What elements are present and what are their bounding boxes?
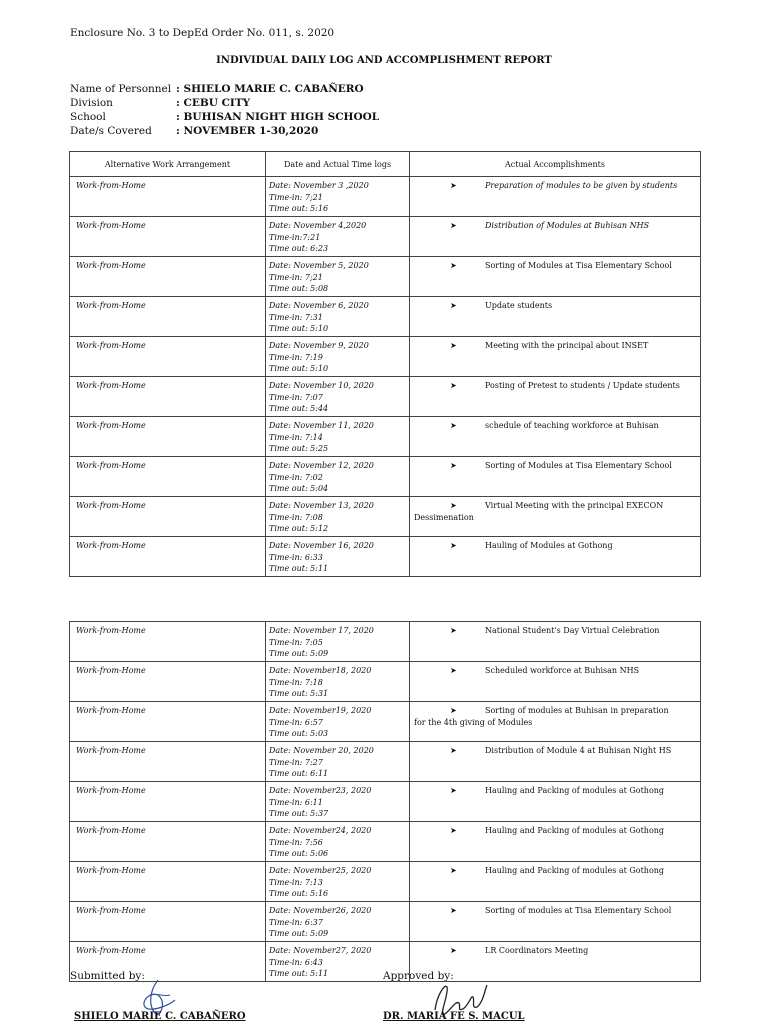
time-log-in: Time-in: 7:13 xyxy=(269,877,323,887)
time-log-date: Date: November23, 2020 xyxy=(269,786,372,795)
time-log-cell xyxy=(266,782,410,822)
accomplishment-text: Scheduled workforce at Buhisan NHS xyxy=(485,666,640,675)
work-arrangement-cell: Work-from-Home xyxy=(70,377,266,417)
time-log-date: Date: November 20, 2020 xyxy=(269,746,374,755)
time-log-cell xyxy=(266,417,410,457)
time-log-out: Time out: 5:09 xyxy=(269,929,329,938)
table-header-row xyxy=(70,152,701,177)
info-label: School xyxy=(70,111,106,123)
document-title: INDIVIDUAL DAILY LOG AND ACCOMPLISHMENT REPORT xyxy=(216,55,552,66)
time-log-in: Time-in: 7:02 xyxy=(269,472,323,482)
time-log-cell xyxy=(266,537,410,577)
arrow-bullet-icon: ➤ xyxy=(450,826,457,835)
table-row xyxy=(70,297,701,337)
arrow-bullet-icon: ➤ xyxy=(450,381,457,390)
time-log-cell xyxy=(266,742,410,782)
approver-name: DR. MARIA FE S. MACUL xyxy=(383,1011,525,1022)
table-row xyxy=(70,537,701,577)
accomplishment-text: Hauling of Modules at Gothong xyxy=(485,541,613,550)
arrow-bullet-icon: ➤ xyxy=(450,221,457,230)
time-log-in: Time-in: 7:27 xyxy=(269,757,323,767)
accomplishment-cell xyxy=(410,177,701,217)
accomplishment-cell xyxy=(410,902,701,942)
arrow-bullet-icon: ➤ xyxy=(450,746,457,755)
time-log-date: Date: November24, 2020 xyxy=(269,826,372,835)
time-log-date: Date: November 5, 2020 xyxy=(269,261,369,270)
arrow-bullet-icon: ➤ xyxy=(450,666,457,675)
table-row xyxy=(70,417,701,457)
time-log-out: Time out: 5:10 xyxy=(269,364,329,373)
accomplishment-cell xyxy=(410,417,701,457)
arrow-bullet-icon: ➤ xyxy=(450,501,457,510)
accomplishment-text: Sorting of Modules at Tisa Elementary School xyxy=(485,261,672,270)
accomplishment-cell xyxy=(410,337,701,377)
arrow-bullet-icon: ➤ xyxy=(450,181,457,190)
time-log-out: Time out: 5:06 xyxy=(269,849,329,858)
time-log-in: Time-in:7:21 xyxy=(269,232,321,242)
time-log-date: Date: November27, 2020 xyxy=(269,946,372,955)
arrow-bullet-icon: ➤ xyxy=(450,866,457,875)
time-log-in: Time-in: 7:05 xyxy=(269,637,323,647)
accomplishment-cell xyxy=(410,862,701,902)
time-log-date: Date: November 13, 2020 xyxy=(269,501,374,510)
accomplishment-text: Sorting of Modules at Tisa Elementary School xyxy=(485,461,672,470)
info-row-name xyxy=(70,82,379,96)
info-row-division xyxy=(70,96,379,110)
time-log-date: Date: November 11, 2020 xyxy=(269,421,374,430)
info-label: Name of Personnel xyxy=(70,83,172,95)
time-log-date: Date: November26, 2020 xyxy=(269,906,372,915)
work-arrangement-cell: Work-from-Home xyxy=(70,942,266,982)
time-log-out: Time out: 5:16 xyxy=(269,204,329,213)
work-arrangement-cell: Work-from-Home xyxy=(70,497,266,537)
time-log-date: Date: November18, 2020 xyxy=(269,666,372,675)
time-log-in: Time-in: 7:07 xyxy=(269,392,323,402)
info-value: : SHIELO MARIE C. CABAÑERO xyxy=(176,83,364,95)
info-value: : NOVEMBER 1-30,2020 xyxy=(176,125,319,137)
time-log-cell xyxy=(266,217,410,257)
accomplishment-text: Sorting of modules at Tisa Elementary School xyxy=(485,906,672,915)
time-log-out: Time out: 5:03 xyxy=(269,729,329,738)
time-log-in: Time-in: 6:43 xyxy=(269,957,323,967)
work-arrangement-cell: Work-from-Home xyxy=(70,337,266,377)
table-row xyxy=(70,457,701,497)
accomplishment-text: Hauling and Packing of modules at Gothong xyxy=(485,826,665,835)
accomplishment-cell xyxy=(410,257,701,297)
time-log-cell xyxy=(266,862,410,902)
time-log-date: Date: November 17, 2020 xyxy=(269,626,374,635)
time-log-in: Time-in: 6:37 xyxy=(269,917,323,927)
header-work-arrangement: Alternative Work Arrangement xyxy=(70,152,266,177)
time-log-out: Time out: 5:08 xyxy=(269,284,329,293)
submitter-name: SHIELO MARIE C. CABAÑERO xyxy=(74,1011,246,1022)
table-row xyxy=(70,862,701,902)
work-arrangement-cell: Work-from-Home xyxy=(70,742,266,782)
table-row xyxy=(70,782,701,822)
time-log-cell xyxy=(266,702,410,742)
work-arrangement-cell: Work-from-Home xyxy=(70,862,266,902)
time-log-out: Time out: 5:04 xyxy=(269,484,329,493)
time-log-cell xyxy=(266,297,410,337)
time-log-in: Time-in: 6:11 xyxy=(269,797,323,807)
time-log-date: Date: November 4,2020 xyxy=(269,221,367,230)
time-log-date: Date: November25, 2020 xyxy=(269,866,372,875)
accomplishment-text-cont: Dessimenation xyxy=(414,512,474,522)
work-arrangement-cell: Work-from-Home xyxy=(70,417,266,457)
accomplishment-cell xyxy=(410,217,701,257)
arrow-bullet-icon: ➤ xyxy=(450,906,457,915)
table-row xyxy=(70,497,701,537)
accomplishment-text: Update students xyxy=(485,301,553,310)
work-arrangement-cell: Work-from-Home xyxy=(70,457,266,497)
accomplishment-cell xyxy=(410,377,701,417)
time-log-cell xyxy=(266,377,410,417)
info-row-school xyxy=(70,110,379,124)
arrow-bullet-icon: ➤ xyxy=(450,341,457,350)
time-log-out: Time out: 5:31 xyxy=(269,689,329,698)
arrow-bullet-icon: ➤ xyxy=(450,541,457,550)
arrow-bullet-icon: ➤ xyxy=(450,421,457,430)
work-arrangement-cell: Work-from-Home xyxy=(70,537,266,577)
accomplishment-text: Sorting of modules at Buhisan in preparation xyxy=(485,706,669,715)
accomplishment-text: Virtual Meeting with the principal EXECON xyxy=(485,501,664,510)
table-row xyxy=(70,742,701,782)
time-log-cell xyxy=(266,257,410,297)
log-table-page2 xyxy=(69,621,701,982)
arrow-bullet-icon: ➤ xyxy=(450,461,457,470)
arrow-bullet-icon: ➤ xyxy=(450,626,457,635)
time-log-out: Time out: 5:44 xyxy=(269,404,329,413)
accomplishment-text: Posting of Pretest to students / Update students xyxy=(485,381,680,390)
table-row xyxy=(70,257,701,297)
time-log-cell xyxy=(266,457,410,497)
time-log-out: Time out: 6:23 xyxy=(269,244,329,253)
time-log-in: Time-in: 7:08 xyxy=(269,512,323,522)
accomplishment-cell xyxy=(410,782,701,822)
accomplishment-cell xyxy=(410,822,701,862)
time-log-date: Date: November 9, 2020 xyxy=(269,341,369,350)
info-label: Division xyxy=(70,97,113,109)
arrow-bullet-icon: ➤ xyxy=(450,706,457,715)
time-log-out: Time out: 6:11 xyxy=(269,769,329,778)
time-log-in: Time-in: 7:31 xyxy=(269,312,323,322)
work-arrangement-cell: Work-from-Home xyxy=(70,702,266,742)
accomplishment-text: Meeting with the principal about INSET xyxy=(485,341,649,350)
accomplishment-cell xyxy=(410,622,701,662)
accomplishment-text: Preparation of modules to be given by students xyxy=(485,181,678,190)
accomplishment-cell xyxy=(410,742,701,782)
work-arrangement-cell: Work-from-Home xyxy=(70,257,266,297)
accomplishment-text: National Student's Day Virtual Celebration xyxy=(485,626,660,635)
accomplishment-cell xyxy=(410,297,701,337)
time-log-cell xyxy=(266,822,410,862)
work-arrangement-cell: Work-from-Home xyxy=(70,902,266,942)
time-log-cell xyxy=(266,497,410,537)
info-row-dates xyxy=(70,124,379,138)
time-log-date: Date: November19, 2020 xyxy=(269,706,372,715)
time-log-in: Time-in: 7:19 xyxy=(269,352,323,362)
time-log-out: Time out: 5:16 xyxy=(269,889,329,898)
time-log-cell xyxy=(266,902,410,942)
accomplishment-text: Distribution of Module 4 at Buhisan Night HS xyxy=(485,746,672,755)
table-row xyxy=(70,337,701,377)
table-row xyxy=(70,217,701,257)
time-log-date: Date: November 16, 2020 xyxy=(269,541,374,550)
info-label: Date/s Covered xyxy=(70,125,152,137)
time-log-date: Date: November 12, 2020 xyxy=(269,461,374,470)
accomplishment-text: Hauling and Packing of modules at Gothong xyxy=(485,786,665,795)
time-log-in: Time-in: 7:18 xyxy=(269,677,323,687)
accomplishment-cell xyxy=(410,497,701,537)
time-log-cell xyxy=(266,337,410,377)
accomplishment-cell xyxy=(410,702,701,742)
time-log-out: Time out: 5:10 xyxy=(269,324,329,333)
accomplishment-cell xyxy=(410,457,701,497)
log-table-page1 xyxy=(69,151,701,577)
accomplishment-text: LR Coordinators Meeting xyxy=(485,946,589,955)
table-row xyxy=(70,822,701,862)
time-log-out: Time out: 5:09 xyxy=(269,649,329,658)
table-row xyxy=(70,177,701,217)
personnel-info xyxy=(70,82,379,138)
time-log-out: Time out: 5:11 xyxy=(269,969,329,978)
header-accomplishments: Actual Accomplishments xyxy=(410,152,701,177)
time-log-in: Time-in: 6:33 xyxy=(269,552,323,562)
work-arrangement-cell: Work-from-Home xyxy=(70,177,266,217)
time-log-date: Date: November 3 ,2020 xyxy=(269,181,369,190)
time-log-cell xyxy=(266,662,410,702)
time-log-in: Time-in: 7:14 xyxy=(269,432,323,442)
accomplishment-text: Hauling and Packing of modules at Gothong xyxy=(485,866,665,875)
time-log-out: Time out: 5:11 xyxy=(269,564,329,573)
arrow-bullet-icon: ➤ xyxy=(450,301,457,310)
time-log-date: Date: November 6, 2020 xyxy=(269,301,369,310)
work-arrangement-cell: Work-from-Home xyxy=(70,297,266,337)
arrow-bullet-icon: ➤ xyxy=(450,786,457,795)
time-log-in: Time-in: 7;21 xyxy=(269,272,323,282)
table-row xyxy=(70,702,701,742)
accomplishment-cell xyxy=(410,662,701,702)
work-arrangement-cell: Work-from-Home xyxy=(70,217,266,257)
work-arrangement-cell: Work-from-Home xyxy=(70,662,266,702)
table-row xyxy=(70,662,701,702)
accomplishment-text-cont: for the 4th giving of Modules xyxy=(414,717,533,727)
time-log-in: Time-in: 7;21 xyxy=(269,192,323,202)
time-log-cell xyxy=(266,622,410,662)
table-row xyxy=(70,622,701,662)
time-log-out: Time out: 5:12 xyxy=(269,524,329,533)
submitted-by-label: Submitted by: xyxy=(70,970,145,982)
accomplishment-cell xyxy=(410,537,701,577)
work-arrangement-cell: Work-from-Home xyxy=(70,782,266,822)
time-log-out: Time out: 5:37 xyxy=(269,809,329,818)
time-log-in: Time-in: 7:56 xyxy=(269,837,323,847)
work-arrangement-cell: Work-from-Home xyxy=(70,622,266,662)
time-log-cell xyxy=(266,177,410,217)
accomplishment-text: schedule of teaching workforce at Buhisan xyxy=(485,421,659,430)
time-log-date: Date: November 10, 2020 xyxy=(269,381,374,390)
info-value: : BUHISAN NIGHT HIGH SCHOOL xyxy=(176,111,380,123)
time-log-out: Time out: 5:25 xyxy=(269,444,329,453)
time-log-in: Time-in: 6:57 xyxy=(269,717,323,727)
arrow-bullet-icon: ➤ xyxy=(450,261,457,270)
info-value: : CEBU CITY xyxy=(176,97,251,109)
header-time-logs: Date and Actual Time logs xyxy=(266,152,410,177)
approved-by-label: Approved by: xyxy=(383,970,454,982)
accomplishment-text: Distribution of Modules at Buhisan NHS xyxy=(485,221,650,230)
work-arrangement-cell: Work-from-Home xyxy=(70,822,266,862)
enclosure-reference: Enclosure No. 3 to DepEd Order No. 011, s. 2020 xyxy=(70,27,335,39)
table-row xyxy=(70,902,701,942)
arrow-bullet-icon: ➤ xyxy=(450,946,457,955)
table-row xyxy=(70,377,701,417)
